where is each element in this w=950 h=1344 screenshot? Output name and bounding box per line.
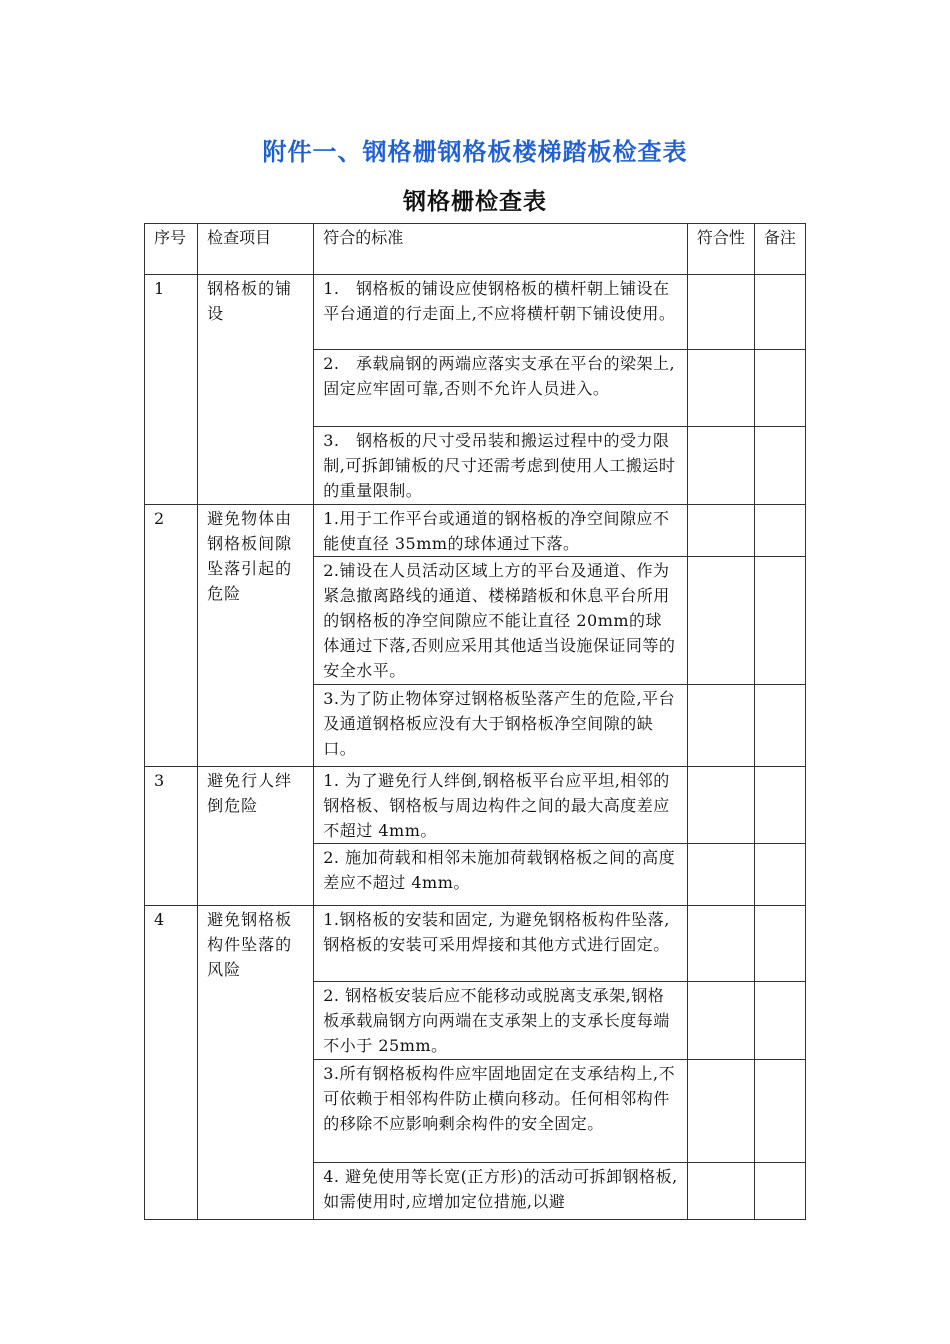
table-row: [145, 767, 806, 844]
row-number: 4: [145, 906, 198, 1220]
table-row: [145, 275, 806, 350]
conformity-cell[interactable]: [687, 685, 754, 767]
remarks-cell[interactable]: [754, 982, 805, 1060]
standard-cell: 4. 避免使用等长宽(正方形)的活动可拆卸钢格板,如需使用时,应增加定位措施,以避: [314, 1163, 688, 1220]
conformity-cell[interactable]: [687, 1163, 754, 1220]
standard-cell: 2. 钢格板安装后应不能移动或脱离支承架,钢格板承载扁钢方向两端在支承架上的支承长度每端不小于 25mm。: [314, 982, 688, 1060]
remarks-cell[interactable]: [754, 557, 805, 685]
remarks-cell[interactable]: [754, 427, 805, 505]
conformity-cell[interactable]: [687, 982, 754, 1060]
conformity-cell[interactable]: [687, 427, 754, 505]
conformity-cell[interactable]: [687, 557, 754, 685]
conformity-cell[interactable]: [687, 844, 754, 906]
standard-cell: 1.钢格板的安装和固定, 为避免钢格板构件坠落,钢格板的安装可采用焊接和其他方式进行固定。: [314, 906, 688, 982]
standard-cell: 3.为了防止物体穿过钢格板坠落产生的危险,平台及通道钢格板应没有大于钢格板净空间隙的缺口。: [314, 685, 688, 767]
header-conformity: 符合性: [687, 224, 754, 275]
remarks-cell[interactable]: [754, 844, 805, 906]
check-item: 钢格板的铺设: [198, 275, 314, 505]
conformity-cell[interactable]: [687, 505, 754, 557]
conformity-cell[interactable]: [687, 767, 754, 844]
standard-cell: 3. 钢格板的尺寸受吊装和搬运过程中的受力限制,可拆卸铺板的尺寸还需考虑到使用人工搬运时的重量限制。: [314, 427, 688, 505]
table-title: 钢格栅检查表: [403, 189, 547, 215]
standard-cell: 2. 施加荷载和相邻未施加荷载钢格板之间的高度差应不超过 4mm。: [314, 844, 688, 906]
conformity-cell[interactable]: [687, 275, 754, 350]
inspection-table: [144, 223, 806, 1220]
standard-cell: 2. 承载扁钢的两端应落实支承在平台的梁架上,固定应牢固可靠,否则不允许人员进入。: [314, 350, 688, 427]
row-number: 2: [145, 505, 198, 767]
header-no: 序号: [145, 224, 198, 275]
table-row: [145, 505, 806, 557]
remarks-cell[interactable]: [754, 350, 805, 427]
header-standard: 符合的标准: [314, 224, 688, 275]
table-header-row: [145, 224, 806, 275]
standard-cell: 1. 为了避免行人绊倒,钢格板平台应平坦,相邻的钢格板、钢格板与周边构件之间的最大高度差应不超过 4mm。: [314, 767, 688, 844]
standard-cell: 1.用于工作平台或通道的钢格板的净空间隙应不能使直径 35mm的球体通过下落。: [314, 505, 688, 557]
remarks-cell[interactable]: [754, 1163, 805, 1220]
standard-cell: 3.所有钢格板构件应牢固地固定在支承结构上,不可依赖于相邻构件防止横向移动。任何相邻构件的移除不应影响剩余构件的安全固定。: [314, 1060, 688, 1163]
remarks-cell[interactable]: [754, 1060, 805, 1163]
standard-cell: 1. 钢格板的铺设应使钢格板的横杆朝上铺设在平台通道的行走面上,不应将横杆朝下铺设使用。: [314, 275, 688, 350]
remarks-cell[interactable]: [754, 685, 805, 767]
remarks-cell[interactable]: [754, 767, 805, 844]
check-item: 避免物体由钢格板间隙坠落引起的危险: [198, 505, 314, 767]
check-item: 避免行人绊倒危险: [198, 767, 314, 906]
remarks-cell[interactable]: [754, 505, 805, 557]
header-item: 检查项目: [198, 224, 314, 275]
table-row: [145, 906, 806, 982]
remarks-cell[interactable]: [754, 906, 805, 982]
conformity-cell[interactable]: [687, 1060, 754, 1163]
conformity-cell[interactable]: [687, 906, 754, 982]
remarks-cell[interactable]: [754, 275, 805, 350]
conformity-cell[interactable]: [687, 350, 754, 427]
row-number: 1: [145, 275, 198, 505]
check-item: 避免钢格板构件坠落的风险: [198, 906, 314, 1220]
standard-cell: 2.铺设在人员活动区域上方的平台及通道、作为紧急撤离路线的通道、楼梯踏板和休息平台所用的钢格板的净空间隙应不能让直径 20mm的球体通过下落,否则应采用其他适当设施保证同等的安全水平。: [314, 557, 688, 685]
row-number: 3: [145, 767, 198, 906]
page-heading: 附件一、钢格栅钢格板楼梯踏板检查表: [262, 138, 688, 166]
header-remarks: 备注: [754, 224, 805, 275]
